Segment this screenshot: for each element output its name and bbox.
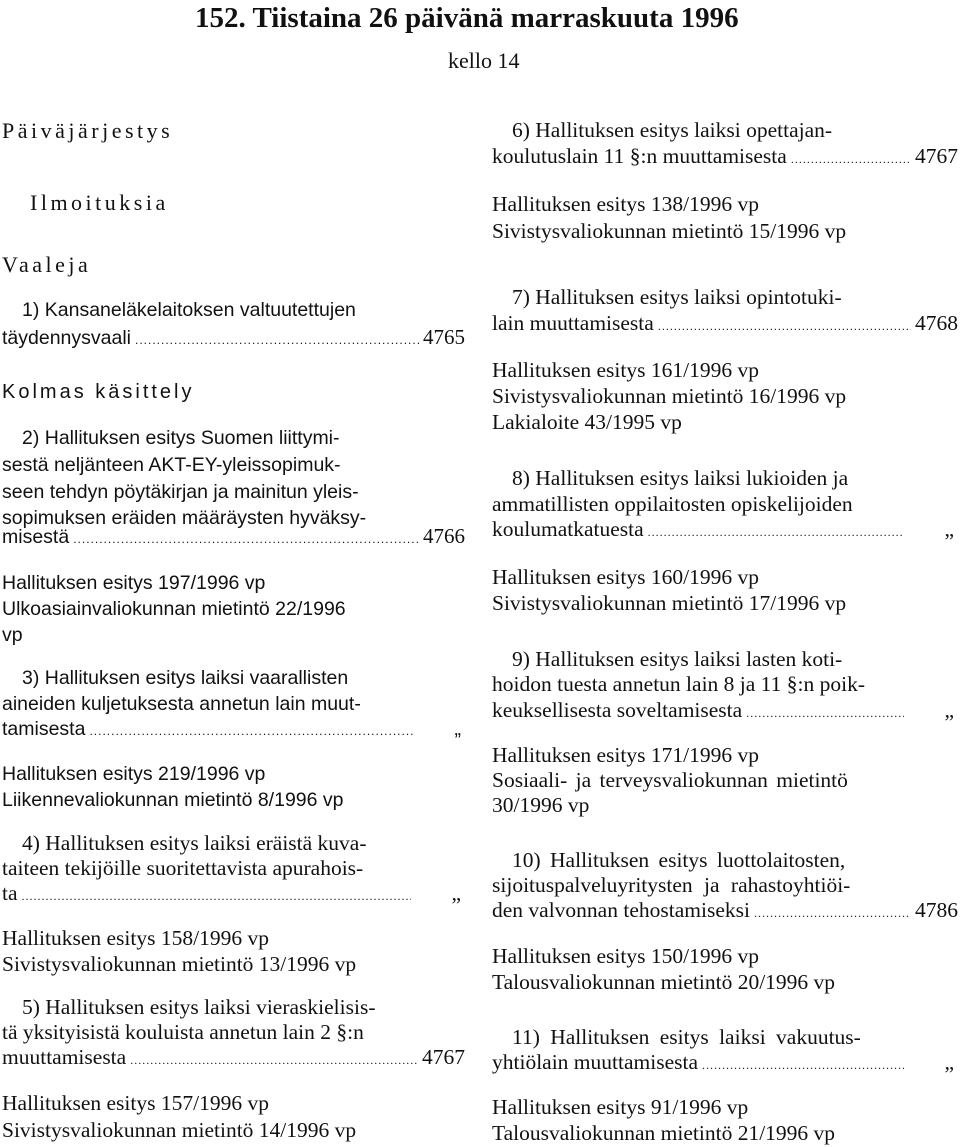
item2-line2: sestä neljänteen AKT-EY-yleissopimuk- xyxy=(2,454,341,476)
item8-toc-line xyxy=(492,519,958,543)
item4-ref2: Sivistysvaliokunnan mietintö 13/1996 vp xyxy=(2,952,357,976)
item10-line1: 10) Hallituksen esitys luottolaitosten, xyxy=(512,848,846,872)
item4-line1: 4) Hallituksen esitys laiksi eräistä kuva- xyxy=(22,831,367,855)
item2-line3: seen tehdyn pöytäkirjan ja mainitun yleis- xyxy=(2,481,359,503)
item7-line1: 7) Hallituksen esitys laiksi opintotuki- xyxy=(512,285,842,309)
item2-dot-leader xyxy=(73,529,419,550)
item6-ref1: Hallituksen esitys 138/1996 vp xyxy=(492,192,759,216)
page-title: 152. Tiistaina 26 päivänä marraskuuta 1996 xyxy=(195,2,739,34)
item6-dot-leader xyxy=(791,149,911,170)
item2-toc-line xyxy=(2,526,465,550)
item9-ref1: Hallituksen esitys 171/1996 vp xyxy=(492,743,759,767)
item8-ref1: Hallituksen esitys 160/1996 vp xyxy=(492,565,759,589)
item5-toc-line xyxy=(2,1047,465,1071)
item9-ref2: Sosiaali- ja terveysvaliokunnan mietintö xyxy=(492,768,848,792)
item6-toc-line xyxy=(492,146,958,170)
item3-ref2: Liikennevaliokunnan mietintö 8/1996 vp xyxy=(2,789,344,811)
item9-toc-line xyxy=(492,700,958,724)
item7-ref1: Hallituksen esitys 161/1996 vp xyxy=(492,358,759,382)
item1-dot-leader xyxy=(135,330,419,351)
item5-line3: muuttamisesta xyxy=(2,1045,127,1069)
item3-dot-leader xyxy=(89,721,414,742)
item1-page: 4765 xyxy=(423,325,465,349)
item9-line1: 9) Hallituksen esitys laiksi lasten koti- xyxy=(512,647,843,671)
item7-line2: lain muuttamisesta xyxy=(492,311,654,335)
item5-page: 4767 xyxy=(422,1045,465,1069)
item8-dot-leader xyxy=(648,522,905,543)
item8-page: „ xyxy=(944,517,954,541)
item6-page: 4767 xyxy=(915,144,958,168)
item11-dot-leader xyxy=(702,1055,904,1076)
item4-line3: ta xyxy=(2,881,18,905)
item7-ref3: Lakialoite 43/1995 vp xyxy=(492,410,682,434)
item10-line2: sijoituspalveluyritysten ja rahastoyhtiöi- xyxy=(492,873,851,897)
item2-ref3: vp xyxy=(2,624,23,646)
item8-line3: koulumatkatuesta xyxy=(492,517,644,541)
item1-toc-line xyxy=(2,327,465,351)
item3-line2: aineiden kuljetuksesta annetun lain muut- xyxy=(2,693,361,715)
item10-ref2: Talousvaliokunnan mietintö 20/1996 vp xyxy=(492,970,836,994)
item11-line2: yhtiölain muuttamisesta xyxy=(492,1050,699,1074)
item4-ref1: Hallituksen esitys 158/1996 vp xyxy=(2,926,269,950)
item9-line2: hoidon tuesta annetun lain 8 ja 11 §:n poik- xyxy=(492,672,865,696)
notices-heading: Ilmoituksia xyxy=(30,190,169,215)
item4-line2: taiteen tekijöille suoritettavista apurahois- xyxy=(2,856,364,880)
item2-line5: misestä xyxy=(2,526,70,548)
item5-ref2: Sivistysvaliokunnan mietintö 14/1996 vp xyxy=(2,1118,357,1142)
item10-page: 4786 xyxy=(915,898,958,922)
item11-line1: 11) Hallituksen esitys laiksi vakuutus- xyxy=(512,1025,861,1049)
item6-line2: koulutuslain 11 §:n muuttamisesta xyxy=(492,144,787,168)
item5-dot-leader xyxy=(130,1050,418,1071)
item10-dot-leader xyxy=(754,903,911,924)
item5-ref1: Hallituksen esitys 157/1996 vp xyxy=(2,1091,269,1115)
item2-line4: sopimuksen eräiden määräysten hyväksy- xyxy=(2,507,367,529)
item10-ref1: Hallituksen esitys 150/1996 vp xyxy=(492,944,759,968)
item3-toc-line xyxy=(2,719,465,742)
item2-page: 4766 xyxy=(423,524,465,548)
item2-ref1: Hallituksen esitys 197/1996 vp xyxy=(2,572,266,594)
item10-line3: den valvonnan tehostamiseksi xyxy=(492,898,750,922)
item1-line2: täydennysvaali xyxy=(2,327,131,349)
agenda-heading: Päiväjärjestys xyxy=(2,118,174,143)
item11-ref2: Talousvaliokunnan mietintö 21/1996 vp xyxy=(492,1121,836,1145)
item3-line3: tamisesta xyxy=(2,718,86,740)
item7-toc-line xyxy=(492,313,958,337)
item11-page: „ xyxy=(944,1050,954,1074)
item2-ref2: Ulkoasiainvaliokunnan mietintö 22/1996 xyxy=(2,598,346,620)
item10-toc-line xyxy=(492,900,958,924)
item6-line1: 6) Hallituksen esitys laiksi opettajan- xyxy=(512,118,833,142)
item5-line2: tä yksityisistä kouluista annetun lain 2 §:n xyxy=(2,1020,364,1044)
item1-line1: 1) Kansaneläkelaitoksen valtuutettujen xyxy=(22,299,356,321)
item11-ref1: Hallituksen esitys 91/1996 vp xyxy=(492,1095,749,1119)
item7-dot-leader xyxy=(658,316,911,337)
item4-toc-line xyxy=(2,883,465,907)
item3-page: „ xyxy=(454,718,461,740)
item8-ref2: Sivistysvaliokunnan mietintö 17/1996 vp xyxy=(492,591,847,615)
item4-page: „ xyxy=(451,881,461,905)
elections-heading: Vaaleja xyxy=(2,252,92,277)
item7-ref2: Sivistysvaliokunnan mietintö 16/1996 vp xyxy=(492,384,847,408)
item5-line1: 5) Hallituksen esitys laiksi vieraskielisis- xyxy=(22,995,376,1019)
item8-line2: ammatillisten oppilaitosten opiskelijoiden xyxy=(492,492,853,516)
item8-line1: 8) Hallituksen esitys laiksi lukioiden ja xyxy=(512,466,849,490)
item9-page: „ xyxy=(944,698,954,722)
item9-dot-leader xyxy=(746,703,904,724)
item3-line1: 3) Hallituksen esitys laiksi vaarallisten xyxy=(22,667,349,689)
session-time: kello 14 xyxy=(448,48,520,73)
item11-toc-line xyxy=(492,1052,958,1076)
item4-dot-leader xyxy=(22,886,412,907)
item3-ref1: Hallituksen esitys 219/1996 vp xyxy=(2,763,266,785)
item9-line3: keuksellisesta soveltamisesta xyxy=(492,698,743,722)
item9-ref3: 30/1996 vp xyxy=(492,793,590,817)
item2-line1: 2) Hallituksen esitys Suomen liittymi- xyxy=(22,427,340,449)
item7-page: 4768 xyxy=(915,311,958,335)
third-reading-heading: Kolmas käsittely xyxy=(2,381,195,403)
item6-ref2: Sivistysvaliokunnan mietintö 15/1996 vp xyxy=(492,219,847,243)
